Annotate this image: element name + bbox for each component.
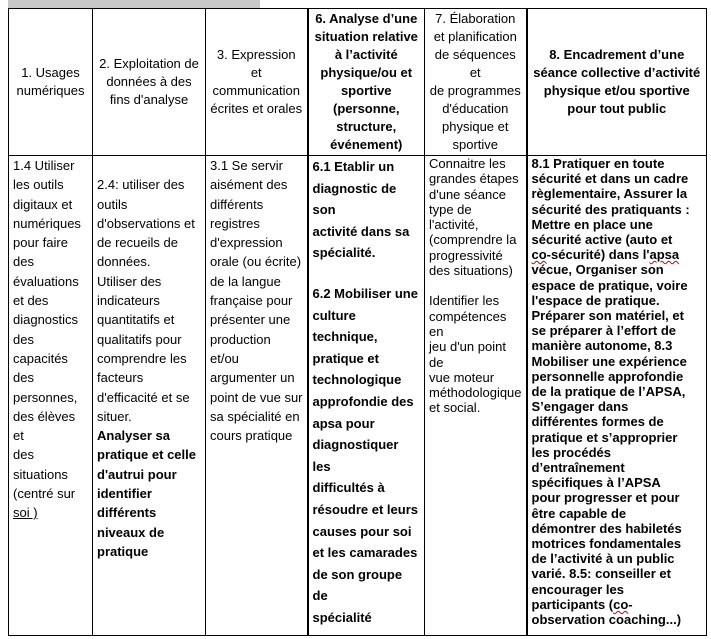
header-text: 2. Exploitation de données à des fins d'analyse	[99, 56, 199, 107]
body-cell-analyse-situation	[308, 156, 425, 636]
cell-text: 3.1 Se servir aisément des différents registres d'expression orale (ou écrite) de la langue française pour présenter une production et/ou argumenter un point de vue sur sa spécialité en cours pratique	[210, 158, 303, 444]
body-cell-encadrement-seance	[527, 156, 707, 636]
header-cell-usages-numeriques	[9, 9, 93, 156]
cell-text-6-1: 6.1 Etablir un diagnostic de son activité dans sa spécialité.	[312, 159, 410, 261]
header-text: 6. Analyse d’une situation relative à l’activité physique/ou et sportive (personne, structure, événement)	[314, 11, 418, 152]
competency-table	[8, 8, 707, 636]
cell-text: 1.4 Utiliser les outils digitaux et numériques pour faire des évaluations et des diagnostics des capacités des personnes, des élèves et des situations (centré sur	[13, 158, 81, 502]
header-text: 3. Expression et communication écrites et orales	[210, 47, 303, 116]
header-shade-bar	[8, 0, 260, 8]
cell-text: 2.4: utiliser des outils d'observations et de recueils de données. Utiliser des indicateurs quantitatifs et qualitatifs pour comprendre les facteurs d'efficacité et se situer.	[97, 177, 195, 424]
table-header-row	[9, 9, 707, 156]
header-cell-expression-communication	[206, 9, 308, 156]
spellcheck-word: co	[531, 247, 547, 263]
cell-text-competences: Identifier les compétences en jeu d'un point de vue moteur méthodologique et social.	[429, 293, 522, 416]
body-cell-elaboration-planification	[425, 156, 527, 636]
body-cell-usages-numeriques	[9, 156, 93, 636]
header-text: 7. Élaboration et planification de séquences et de programmes d'éducation physique et sportive	[429, 11, 521, 152]
header-cell-analyse-situation	[308, 9, 425, 156]
cell-bold-text: Analyser sa pratique et celle d'autrui pour identifier différents niveaux de pratique	[97, 428, 196, 559]
cell-text: - observation coaching...)	[531, 596, 682, 628]
cell-text: 8.1 Pratiquer en toute sécurité et dans un cadre règlementaire, Assurer la sécurité des pratiquants : Mettre en place une sécurité active (auto et	[531, 156, 690, 248]
cell-text: -sécurité) dans l'	[546, 247, 650, 263]
cell-text-etapes: Connaitre les grandes étapes d'une séance type de l'activité, (comprendre la progressivité des situations)	[429, 156, 519, 279]
header-text: 1. Usages numériques	[16, 65, 85, 98]
table-body-row	[9, 156, 707, 636]
cell-text-6-2: 6.2 Mobiliser une culture technique, pratique et technologique approfondie des apsa pour diagnostiquer les difficultés à résoudre et leurs causes pour soi et les camarades de son groupe de spécialité	[312, 285, 418, 625]
cell-text: vécue, Organiser son espace de pratique, voire l'espace de pratique. Préparer son matériel, et se préparer à l’effort de manière autonome, 8.3 Mobiliser une expérience personnelle approfondie de la pratique de l’APSA, S’engager dans différentes formes de pratique et s’approprier les procédés d’entraînement spécifiques à l’APSA pour progresser et pour être capable de démontrer des habiletés motrices fondamentales de l’activité à un public varié. 8.5: conseiller et encourager les participants (	[531, 262, 688, 612]
spellcheck-word: apsa	[649, 247, 680, 263]
header-cell-encadrement-seance	[527, 9, 707, 156]
body-cell-expression-communication	[206, 156, 308, 636]
spellcheck-word: co	[613, 596, 629, 612]
header-cell-elaboration-planification	[425, 9, 527, 156]
body-cell-exploitation-donnees	[93, 156, 206, 636]
header-cell-exploitation-donnees	[93, 9, 206, 156]
cell-underlined-text: soi )	[13, 505, 38, 521]
header-text: 8. Encadrement d’une séance collective d’activité physique et/ou sportive pour tout public	[533, 47, 701, 116]
